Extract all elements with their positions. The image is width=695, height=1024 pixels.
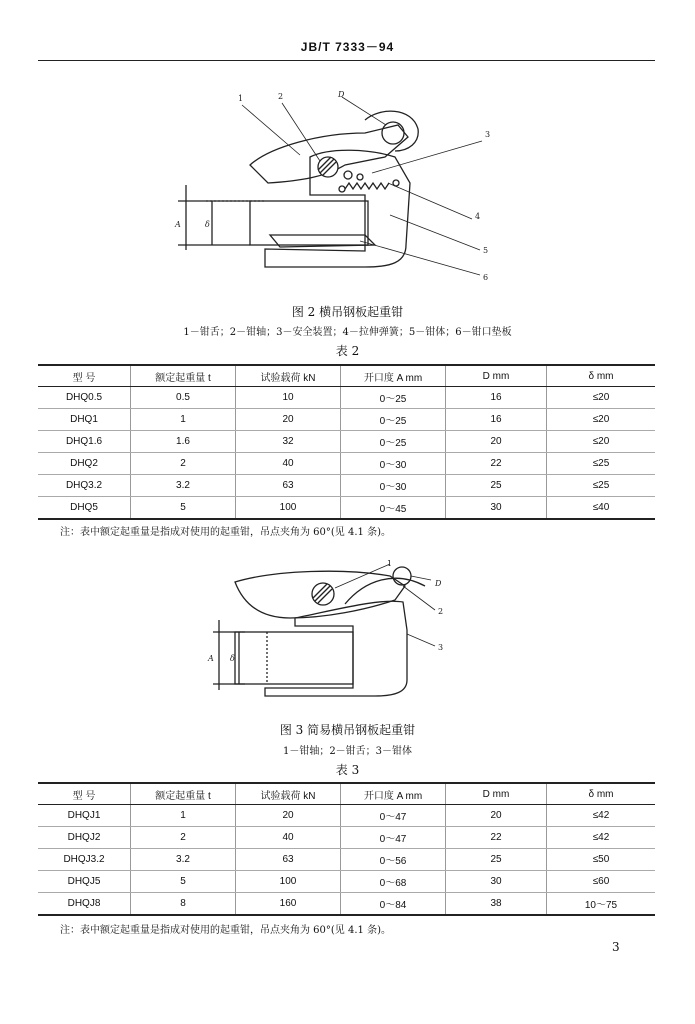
table-cell: ≤25: [547, 453, 656, 475]
table-cell: DHQ1.6: [38, 431, 131, 453]
table-cell: ≤60: [547, 871, 656, 893]
table-cell: 0～25: [341, 409, 446, 431]
fig2-label-3: 3: [485, 130, 491, 139]
steel-plate-shape: [235, 632, 353, 684]
table-cell: 2: [131, 827, 236, 849]
fig2-label-5: 5: [483, 246, 489, 255]
table-cell: 5: [131, 871, 236, 893]
fig2-label-1: 1: [238, 94, 244, 103]
table-cell: 0.5: [131, 387, 236, 409]
table-cell: 0～56: [341, 849, 446, 871]
steel-plate-shape: [250, 201, 368, 245]
table-row: [38, 453, 655, 475]
lifting-hole-shape: [393, 567, 411, 585]
table-cell: 20: [236, 805, 341, 827]
clamp-body-shape: [265, 601, 407, 696]
table-3-note: 注：表中额定起重量是指成对使用的起重钳，吊点夹角为 60°(见 4.1 条)。: [60, 925, 391, 936]
table-cell: 5: [131, 497, 236, 520]
table-row: [38, 409, 655, 431]
table-cell: DHQJ3.2: [38, 849, 131, 871]
figure-3-caption: 图 3 简易横吊钢板起重钳: [279, 723, 416, 737]
table-3-col-header: 试验载荷 kN: [236, 783, 341, 805]
table-cell: DHQ5: [38, 497, 131, 520]
fig2-delta-label: δ: [205, 220, 210, 229]
table-cell: 22: [446, 453, 547, 475]
table-cell: 32: [236, 431, 341, 453]
table-cell: ≤50: [547, 849, 656, 871]
table-cell: 3.2: [131, 475, 236, 497]
table-3-col-header: 额定起重量 t: [131, 783, 236, 805]
table-2-col-header: δ mm: [547, 365, 656, 387]
table-cell: 0～47: [341, 827, 446, 849]
table-cell: ≤20: [547, 431, 656, 453]
fig2-D-label: D: [338, 90, 345, 99]
table-cell: DHQJ2: [38, 827, 131, 849]
table-cell: 0～25: [341, 387, 446, 409]
table-2-header-row: [38, 365, 655, 387]
table-cell: ≤25: [547, 475, 656, 497]
table-cell: ≤20: [547, 409, 656, 431]
tension-spring-shape: [345, 183, 389, 189]
table-cell: 40: [236, 453, 341, 475]
table-2: [38, 364, 655, 520]
table-cell: ≤40: [547, 497, 656, 520]
table-3-col-header: 开口度 A mm: [341, 783, 446, 805]
table-3-title: 表 3: [335, 763, 360, 777]
table-cell: 10: [236, 387, 341, 409]
fig2-A-label: A: [175, 220, 181, 229]
table-2-col-header: D mm: [446, 365, 547, 387]
table-cell: DHQ3.2: [38, 475, 131, 497]
table-2-col-header: 试验载荷 kN: [236, 365, 341, 387]
table-row: [38, 893, 655, 916]
table-cell: 20: [236, 409, 341, 431]
table-cell: 8: [131, 893, 236, 916]
figure-2-legend: 1－钳舌；2－钳轴；3－安全装置；4－拉伸弹簧；5－钳体；6－钳口垫板: [183, 327, 512, 338]
table-2-col-header: 额定起重量 t: [131, 365, 236, 387]
table-cell: 0～30: [341, 475, 446, 497]
table-cell: DHQ1: [38, 409, 131, 431]
table-cell: 1.6: [131, 431, 236, 453]
table-3-header-row: [38, 783, 655, 805]
table-row: [38, 827, 655, 849]
table-cell: 20: [446, 805, 547, 827]
fig3-delta-label: δ: [230, 654, 235, 663]
table-cell: 40: [236, 827, 341, 849]
fig3-label-3: 3: [438, 643, 444, 652]
clamp-pin-shape: [312, 583, 334, 605]
table-2-col-header: 开口度 A mm: [341, 365, 446, 387]
table-row: [38, 475, 655, 497]
table-cell: 0～47: [341, 805, 446, 827]
table-cell: 16: [446, 387, 547, 409]
table-cell: 0～84: [341, 893, 446, 916]
table-row: [38, 871, 655, 893]
figure-2-clamp-drawing: [150, 85, 510, 295]
table-row: [38, 849, 655, 871]
table-row: [38, 497, 655, 520]
table-cell: 2: [131, 453, 236, 475]
fig2-label-6: 6: [483, 273, 489, 282]
table-cell: ≤20: [547, 387, 656, 409]
table-cell: 0～68: [341, 871, 446, 893]
table-cell: 16: [446, 409, 547, 431]
table-cell: 30: [446, 871, 547, 893]
table-3: [38, 782, 655, 916]
lifting-hole-shape: [382, 122, 404, 144]
table-2-col-header: 型 号: [38, 365, 131, 387]
table-cell: DHQJ1: [38, 805, 131, 827]
table-cell: DHQ0.5: [38, 387, 131, 409]
table-cell: 100: [236, 871, 341, 893]
fig3-D-label: D: [435, 579, 442, 588]
table-2-note: 注：表中额定起重量是指成对使用的起重钳，吊点夹角为 60°(见 4.1 条)。: [60, 527, 391, 538]
figure-3-clamp-drawing: [195, 560, 485, 710]
table-row: [38, 431, 655, 453]
table-cell: 3.2: [131, 849, 236, 871]
table-row: [38, 805, 655, 827]
document-code-header: JB/T 7333－94: [300, 40, 395, 54]
table-cell: 38: [446, 893, 547, 916]
table-cell: DHQJ5: [38, 871, 131, 893]
table-cell: 1: [131, 409, 236, 431]
table-2-title: 表 2: [335, 344, 360, 358]
fig3-label-1: 1: [387, 560, 393, 568]
fig2-label-4: 4: [475, 212, 481, 221]
table-cell: ≤42: [547, 827, 656, 849]
table-cell: 25: [446, 849, 547, 871]
table-3-col-header: δ mm: [547, 783, 656, 805]
page-number: 3: [612, 940, 620, 954]
table-cell: 10～75: [547, 893, 656, 916]
table-3-col-header: 型 号: [38, 783, 131, 805]
table-cell: 0～45: [341, 497, 446, 520]
figure-2-caption: 图 2 横吊钢板起重钳: [291, 305, 404, 319]
table-cell: 0～30: [341, 453, 446, 475]
table-cell: 63: [236, 475, 341, 497]
table-row: [38, 387, 655, 409]
table-cell: 22: [446, 827, 547, 849]
fig2-label-2: 2: [278, 92, 284, 101]
table-cell: 0～25: [341, 431, 446, 453]
table-cell: DHQ2: [38, 453, 131, 475]
table-3-col-header: D mm: [446, 783, 547, 805]
header-rule: [38, 60, 655, 61]
table-cell: 25: [446, 475, 547, 497]
fig3-label-2: 2: [438, 607, 444, 616]
table-cell: ≤42: [547, 805, 656, 827]
table-cell: DHQJ8: [38, 893, 131, 916]
figure-3-legend: 1－钳轴；2－钳舌；3－钳体: [282, 746, 413, 757]
table-cell: 100: [236, 497, 341, 520]
table-cell: 160: [236, 893, 341, 916]
table-cell: 30: [446, 497, 547, 520]
fig3-A-label: A: [208, 654, 214, 663]
table-cell: 20: [446, 431, 547, 453]
table-cell: 63: [236, 849, 341, 871]
table-cell: 1: [131, 805, 236, 827]
